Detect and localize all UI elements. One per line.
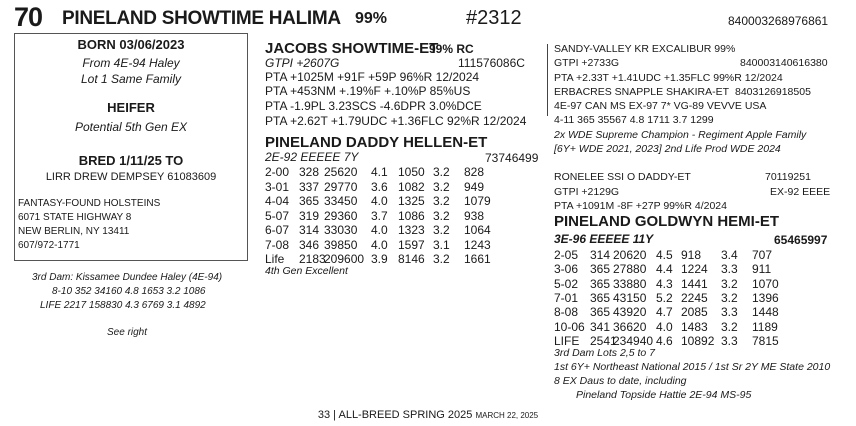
dam-cell: 8146 <box>398 252 425 266</box>
gdam-cell: 2541 <box>590 333 617 348</box>
dam-cell: 1086 <box>398 208 425 223</box>
owner-line: NEW BERLIN, NY 13411 <box>18 226 130 237</box>
gdam-cell: 4.3 <box>656 276 673 291</box>
dam-cell: 319 <box>299 208 320 223</box>
gdam-cell: 1189 <box>752 319 778 334</box>
dam-cell: 3.2 <box>433 252 450 266</box>
dam-cell: 25620 <box>324 165 358 179</box>
dam-cell: 1597 <box>398 237 425 252</box>
mgs2-id: 70119251 <box>765 171 811 183</box>
gdam-cell: 3.3 <box>721 333 738 348</box>
gdam-cell: 234940 <box>613 333 654 348</box>
gdam-note: 1st 6Y+ Northeast National 2015 / 1st Sr 2Y ME State 2010 <box>554 361 831 373</box>
third-dam: 3rd Dam: Kissamee Dundee Haley (4E-94) <box>32 272 223 283</box>
gdam-cell: 314 <box>590 248 611 262</box>
dam-cell: Life <box>265 252 285 266</box>
mgs-pta: PTA +2.33T +1.41UDC +1.35FLC 99%R 12/2024 <box>554 72 783 84</box>
gdam-cell: 2-05 <box>554 248 579 262</box>
dam-id: 73746499 <box>485 151 539 165</box>
footer-separator: | <box>333 409 337 421</box>
third-dam-life: LIFE 2217 158830 4.3 6769 3.1 4892 <box>40 300 206 311</box>
dam-cell: 29360 <box>324 208 358 223</box>
dam-cell: 1050 <box>398 165 425 179</box>
dam-cell: 4-04 <box>265 194 290 208</box>
gdam-cell: 1070 <box>752 276 779 291</box>
dam-cell: 1082 <box>398 179 425 194</box>
gdam-cell: 10892 <box>681 333 715 348</box>
lot-number: 70 <box>14 2 43 32</box>
see-right-note: See right <box>107 327 148 338</box>
catalog-date: MARCH 22, 2025 <box>475 411 539 420</box>
gdam-cell: 3.3 <box>721 305 738 320</box>
gdam-cell: 3.2 <box>721 276 738 291</box>
gdam-cell: 365 <box>590 305 611 320</box>
gdam-cell: 911 <box>752 262 772 277</box>
animal-type: HEIFER <box>107 100 155 115</box>
gdam-cell: 4.5 <box>656 248 673 262</box>
gdam-cell: 33880 <box>613 276 647 291</box>
gdam-cell: 10-06 <box>554 319 585 334</box>
gdam-cell: 7-01 <box>554 290 579 305</box>
dam-cell: 1661 <box>464 252 491 266</box>
bred-date: BRED 1/11/25 TO <box>78 153 184 168</box>
gdam-note: 8 EX Daus to date, including <box>554 375 687 387</box>
dam-class: 2E-92 EEEEE 7Y <box>265 150 359 164</box>
owner-line: 6071 STATE HIGHWAY 8 <box>18 212 132 223</box>
gdam-cell: 365 <box>590 262 611 277</box>
gdam-note: Pineland Topside Hattie 2E-94 MS-95 <box>576 389 752 401</box>
mgs2-class: EX-92 EEEE <box>770 186 831 198</box>
dam-cell: 3.2 <box>433 165 450 179</box>
dam-cell: 6-07 <box>265 223 290 237</box>
gdam-cell: 27880 <box>613 262 647 277</box>
dam-cell: 3.9 <box>371 252 388 266</box>
gdam-cell: 36620 <box>613 319 647 334</box>
owner-line: 607/972-1771 <box>18 240 80 251</box>
dam-cell: 1323 <box>398 223 425 237</box>
lot-family: Lot 1 Same Family <box>80 72 182 86</box>
gdam-cell: 7815 <box>752 333 779 348</box>
mgs2-name: RONELEE SSI O DADDY-ET <box>554 171 691 183</box>
gdam-cell: 3-06 <box>554 262 579 277</box>
dam-cell: 5-07 <box>265 208 290 223</box>
animal-name: PINELAND SHOWTIME HALIMA <box>62 8 341 29</box>
gdam-cell: 5.2 <box>656 290 673 305</box>
dam-cell: 3-01 <box>265 179 290 194</box>
gdam-name: PINELAND GOLDWYN HEMI-ET <box>554 213 779 230</box>
mgd-id: 8403126918505 <box>735 86 811 98</box>
gdam-cell: 5-02 <box>554 276 579 291</box>
gdam-cell: 3.2 <box>721 290 738 305</box>
dam-cell: 29770 <box>324 179 358 194</box>
gdam-id: 65465997 <box>774 233 828 247</box>
gdam-cell: 1396 <box>752 290 779 305</box>
dam-cell: 33030 <box>324 223 358 237</box>
gdam-cell: 707 <box>752 248 773 262</box>
mgd-name: ERBACRES SNAPPLE SHAKIRA-ET <box>554 86 730 98</box>
dam-cell: 4.0 <box>371 237 388 252</box>
mgd-award: 2x WDE Supreme Champion - Regiment Apple Family <box>554 129 807 141</box>
gdam-cell: 43150 <box>613 290 647 305</box>
dam-cell: 828 <box>464 165 485 179</box>
dam-cell: 4.1 <box>371 165 388 179</box>
sire-pta-line: PTA +1025M +91F +59P 96%R 12/2024 <box>265 70 480 84</box>
mgs-id: 840003140616380 <box>740 57 828 69</box>
dam-cell: 4.0 <box>371 223 388 237</box>
sire-gtpi: GTPI +2607G <box>265 56 340 70</box>
column-divider <box>547 44 548 116</box>
gdam-class: 3E-96 EEEEE 11Y <box>554 232 654 246</box>
dam-from: From 4E-94 Haley <box>82 56 180 70</box>
info-box <box>14 33 248 261</box>
dam-cell: 2-00 <box>265 165 290 179</box>
gdam-cell: 3.2 <box>721 319 738 334</box>
potential-note: Potential 5th Gen EX <box>74 120 188 134</box>
dam-cell: 1325 <box>398 194 425 208</box>
gdam-cell: 20620 <box>613 248 647 262</box>
third-dam-record: 8-10 352 34160 4.8 1653 3.2 1086 <box>52 286 206 297</box>
sire-percent: 99% RC <box>429 42 474 56</box>
gdam-cell: 2085 <box>681 305 708 320</box>
dam-cell: 1079 <box>464 194 491 208</box>
gdam-cell: 1224 <box>681 262 708 277</box>
animal-percent: 99% <box>355 10 388 27</box>
mgs2-gtpi: GTPI +2129G <box>554 186 620 198</box>
gdam-note: 3rd Dam Lots 2,5 to 7 <box>554 347 655 359</box>
dam-cell: 1243 <box>464 237 491 252</box>
sire-name: JACOBS SHOWTIME-ET <box>265 40 439 57</box>
mgd-class: 4E-97 CAN MS EX-97 7* VG-89 VEVVE USA <box>554 100 767 112</box>
page-footer <box>0 409 856 421</box>
dam-cell: 3.2 <box>433 208 450 223</box>
dam-cell: 3.2 <box>433 179 450 194</box>
sire-pta-line: PTA -1.9PL 3.23SCS -4.6DPR 3.0%DCE <box>265 99 482 113</box>
gdam-cell: 1448 <box>752 305 779 320</box>
sire-pta-line: PTA +453NM +.19%F +.10%P 85%US <box>265 84 471 98</box>
gdam-cell: 4.0 <box>656 319 673 334</box>
dam-cell: 337 <box>299 179 320 194</box>
gdam-cell: 4.4 <box>656 262 673 277</box>
mgs-name: SANDY-VALLEY KR EXCALIBUR 99% <box>554 43 736 55</box>
mgd-record: 4-11 365 35567 4.8 1711 3.7 1299 <box>554 114 714 126</box>
gdam-cell: 1483 <box>681 319 708 334</box>
dam-cell: 4.0 <box>371 194 388 208</box>
owner-line: FANTASY-FOUND HOLSTEINS <box>18 198 161 209</box>
page-number: 33 <box>317 409 331 421</box>
dam-cell: 3.1 <box>433 237 450 252</box>
sire-id: 111576086C <box>458 56 525 70</box>
gdam-cell: 365 <box>590 290 611 305</box>
dam-note: 4th Gen Excellent <box>265 265 348 277</box>
dam-cell: 328 <box>299 165 320 179</box>
catalog-title: ALL-BREED SPRING 2025 <box>338 409 473 421</box>
mgs-gtpi: GTPI +2733G <box>554 57 620 69</box>
dam-name: PINELAND DADDY HELLEN-ET <box>265 134 488 151</box>
gdam-cell: 3.3 <box>721 262 738 277</box>
dam-cell: 365 <box>299 194 320 208</box>
gdam-cell: 365 <box>590 276 611 291</box>
gdam-cell: 1441 <box>681 276 708 291</box>
dam-cell: 3.2 <box>433 223 450 237</box>
bred-sire: LIRR DREW DEMPSEY 61083609 <box>45 171 217 183</box>
dam-cell: 949 <box>464 179 485 194</box>
dam-cell: 39850 <box>324 237 358 252</box>
animal-id: 840003268976861 <box>728 14 829 28</box>
dam-cell: 3.6 <box>371 179 388 194</box>
dam-cell: 33450 <box>324 194 358 208</box>
dam-cell: 3.2 <box>433 194 450 208</box>
dam-cell: 7-08 <box>265 237 290 252</box>
mgs2-pta: PTA +1091M -8F +27P 99%R 4/2024 <box>554 200 727 212</box>
dam-cell: 1064 <box>464 223 491 237</box>
gdam-cell: 4.6 <box>656 333 673 348</box>
gdam-cell: 8-08 <box>554 305 579 320</box>
sire-pta-line: PTA +2.62T +1.79UDC +1.36FLC 92%R 12/2024 <box>265 114 527 128</box>
gdam-cell: 2245 <box>681 290 708 305</box>
gdam-cell: 341 <box>590 319 611 334</box>
born-date: BORN 03/06/2023 <box>77 37 185 52</box>
dam-cell: 3.7 <box>371 208 388 223</box>
gdam-cell: 4.7 <box>656 305 673 320</box>
dam-cell: 209600 <box>324 252 365 266</box>
dam-cell: 346 <box>299 237 320 252</box>
gdam-cell: 918 <box>681 248 702 262</box>
gdam-cell: 43920 <box>613 305 647 320</box>
dam-cell: 314 <box>299 223 320 237</box>
dam-cell: 2183 <box>299 252 326 266</box>
animal-reg-number: #2312 <box>466 7 522 29</box>
gdam-cell: LIFE <box>554 333 580 348</box>
dam-cell: 938 <box>464 208 485 223</box>
mgd-award: [6Y+ WDE 2021, 2023] 2nd Life Prod WDE 2024 <box>554 143 781 155</box>
gdam-cell: 3.4 <box>721 248 738 262</box>
